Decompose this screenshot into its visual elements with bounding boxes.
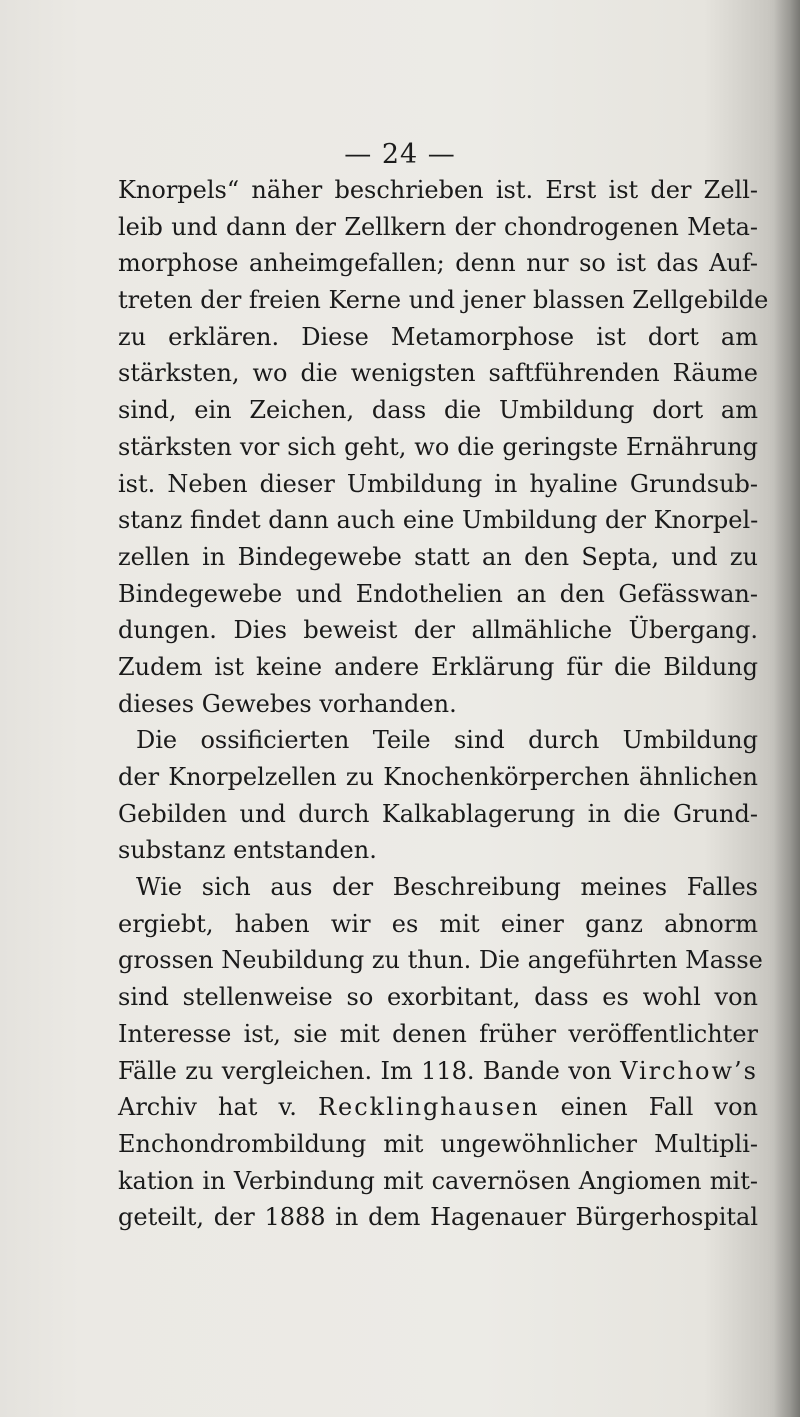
text-line: morphose anheimgefallen; denn nur so ist das Auf- [118, 249, 758, 278]
text-line: Knorpels“ näher beschrieben ist. Erst ist der Zell- [118, 176, 758, 204]
author-name-recklinghausen: Recklinghausen [317, 1093, 540, 1122]
text-line: stärksten, wo die wenigsten saftführenden Räume [118, 359, 758, 388]
paragraph-start-line: Die ossificierten Teile sind durch Umbildung [136, 726, 758, 755]
text-line [118, 1089, 758, 1126]
text-line: zu erklären. Diese Metamorphose ist dort am [118, 322, 758, 351]
text-line: substanz entstanden. [118, 836, 377, 865]
text-fragment: einen Fall von [539, 1093, 759, 1122]
paragraph-start-line: Wie sich aus der Beschreibung meines Falles [136, 873, 758, 902]
text-line: Interesse ist, sie mit denen früher veröffentlichter [118, 1019, 758, 1048]
text-line: grossen Neubildung zu thun. Die angeführten Masse [118, 946, 763, 975]
text-line: stanz findet dann auch eine Umbildung der Knorpel- [118, 506, 759, 535]
author-name-virchow: Virchow’s [620, 1056, 758, 1085]
text-line: dieses Gewebes vorhanden. [118, 689, 457, 718]
text-line: Gebilden und durch Kalkablagerung in die Grund- [118, 799, 758, 828]
text-line: geteilt, der 1888 in dem Hagenauer Bürgerhospital [118, 1203, 758, 1232]
text-line: zellen in Bindegewebe statt an den Septa, und zu [118, 542, 758, 571]
text-line: stärksten vor sich geht, wo die geringste Ernährung [118, 432, 758, 461]
text-line [118, 1053, 758, 1090]
text-line: kation in Verbindung mit cavernösen Angiomen mit- [118, 1166, 758, 1195]
text-line: Bindegewebe und Endothelien an den Gefässwan- [118, 579, 758, 608]
page-edge-shadow [774, 0, 800, 1417]
text-fragment: Archiv hat v. [118, 1093, 318, 1122]
text-line: der Knorpelzellen zu Knochenkörperchen ähnlichen [118, 763, 758, 791]
text-line: leib und dann der Zellkern der chondrogenen Meta- [118, 212, 758, 241]
text-line: Enchondrombildung mit ungewöhnlicher Multipli- [118, 1129, 758, 1158]
text-line: sind, ein Zeichen, dass die Umbildung dort am [118, 396, 758, 425]
text-line: sind stellenweise so exorbitant, dass es wohl von [118, 983, 758, 1012]
text-fragment: Fälle zu vergleichen. Im 118. Bande von [118, 1056, 621, 1085]
text-line: Zudem ist keine andere Erklärung für die Bildung [118, 652, 758, 681]
text-line: ist. Neben dieser Umbildung in hyaline Grundsub- [118, 469, 758, 498]
text-line: ergiebt, haben wir es mit einer ganz abnorm [118, 909, 758, 938]
page-number-header: — 24 — [344, 139, 456, 170]
text-line: treten der freien Kerne und jener blassen Zellgebilde [118, 286, 769, 315]
body-text [118, 172, 769, 1236]
text-line: dungen. Dies beweist der allmähliche Übergang. [118, 616, 758, 645]
